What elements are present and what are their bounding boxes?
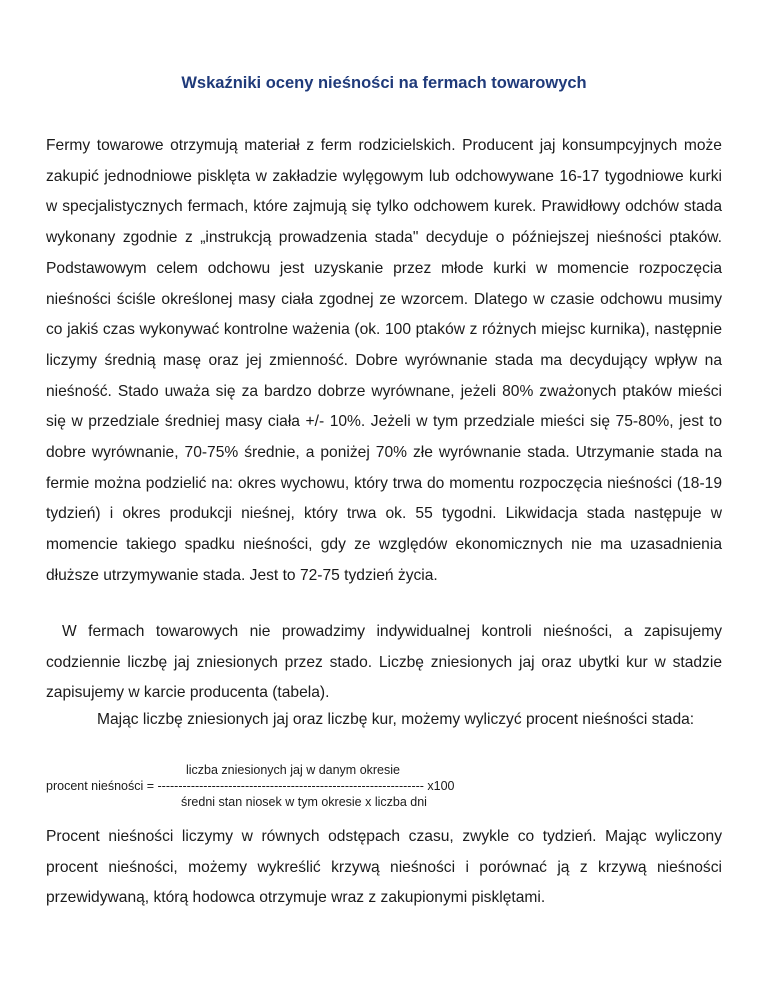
paragraph-formula-intro: Mając liczbę zniesionych jaj oraz liczbę kur, możemy wyliczyć procent nieśności stada: — [97, 711, 695, 728]
formula-numerator: liczba zniesionych jaj w danym okresie — [186, 763, 400, 777]
paragraph-laying-curve: Procent nieśności liczymy w równych odstępach czasu, zwykle co tydzień. Mając wyliczony procent nieśności, możemy wykreślić krzywą nieśności i porównać ją z krzywą nieśności przewidywaną, którą hodowca otrzymuje wraz z zakupionymi pisklętami. — [46, 828, 722, 907]
paragraph-intro: Fermy towarowe otrzymują materiał z ferm rodzicielskich. Producent jaj konsumpcyjnych może zakupić jednodniowe pisklęta w zakładzie wylęgowym lub odchowywane 16-17 tygodniowe kurki w specjalistycznych fermach, które zajmują się tylko odchowem kurek. Prawidłowy odchów stada wykonany zgodnie z „instrukcją prowadzenia stada" decyduje o późniejszej nieśności ptaków. Podstawowym celem odchowu jest uzyskanie przez młode kurki w momencie rozpoczęcia nieśności ściśle określonej masy ciała zgodnej ze wzorcem. Dlatego w czasie odchowu musimy co jakiś czas wykonywać kontrolne ważenia (ok. 100 ptaków z różnych miejsc kurnika), następnie liczymy średnią masę oraz jej zmienność. Dobre wyrównanie stada ma decydujący wpływ na nieśność. Stado uważa się za bardzo dobrze wyrównane, jeżeli 80% zważonych ptaków mieści się w przedziale średniej masy ciała +/- 10%. Jeżeli w tym przedziale mieści się 75-80%, jest to dobre wyrównanie, 70-75% średnie, a poniżej 70% złe wyrównanie stada. Utrzymanie stada na fermie można podzielić na: okres wychowu, który trwa do momentu rozpoczęcia nieśności (18-19 tydzień) i okres produkcji nieśnej, który trwa ok. 55 tygodni. Likwidacja stada następuje w momencie takiego spadku nieśności, gdy ze względów ekonomicznych nie ma uzasadnienia dłuższe utrzymywanie stada. Jest to 72-75 tydzień życia. — [46, 137, 722, 584]
formula-fraction-line: procent nieśności = ---------------------------------------------------------------- x100 — [46, 779, 455, 793]
formula-denominator: średni stan niosek w tym okresie x liczba dni — [181, 795, 427, 809]
paragraph-egg-recording: W fermach towarowych nie prowadzimy indywidualnej kontroli nieśności, a zapisujemy codziennie liczbę jaj zniesionych przez stado. Liczbę zniesionych jaj oraz ubytki kur w stadzie zapisujemy w karcie producenta (tabela). — [46, 623, 722, 702]
document-title: Wskaźniki oceny nieśności na fermach towarowych — [181, 74, 587, 92]
